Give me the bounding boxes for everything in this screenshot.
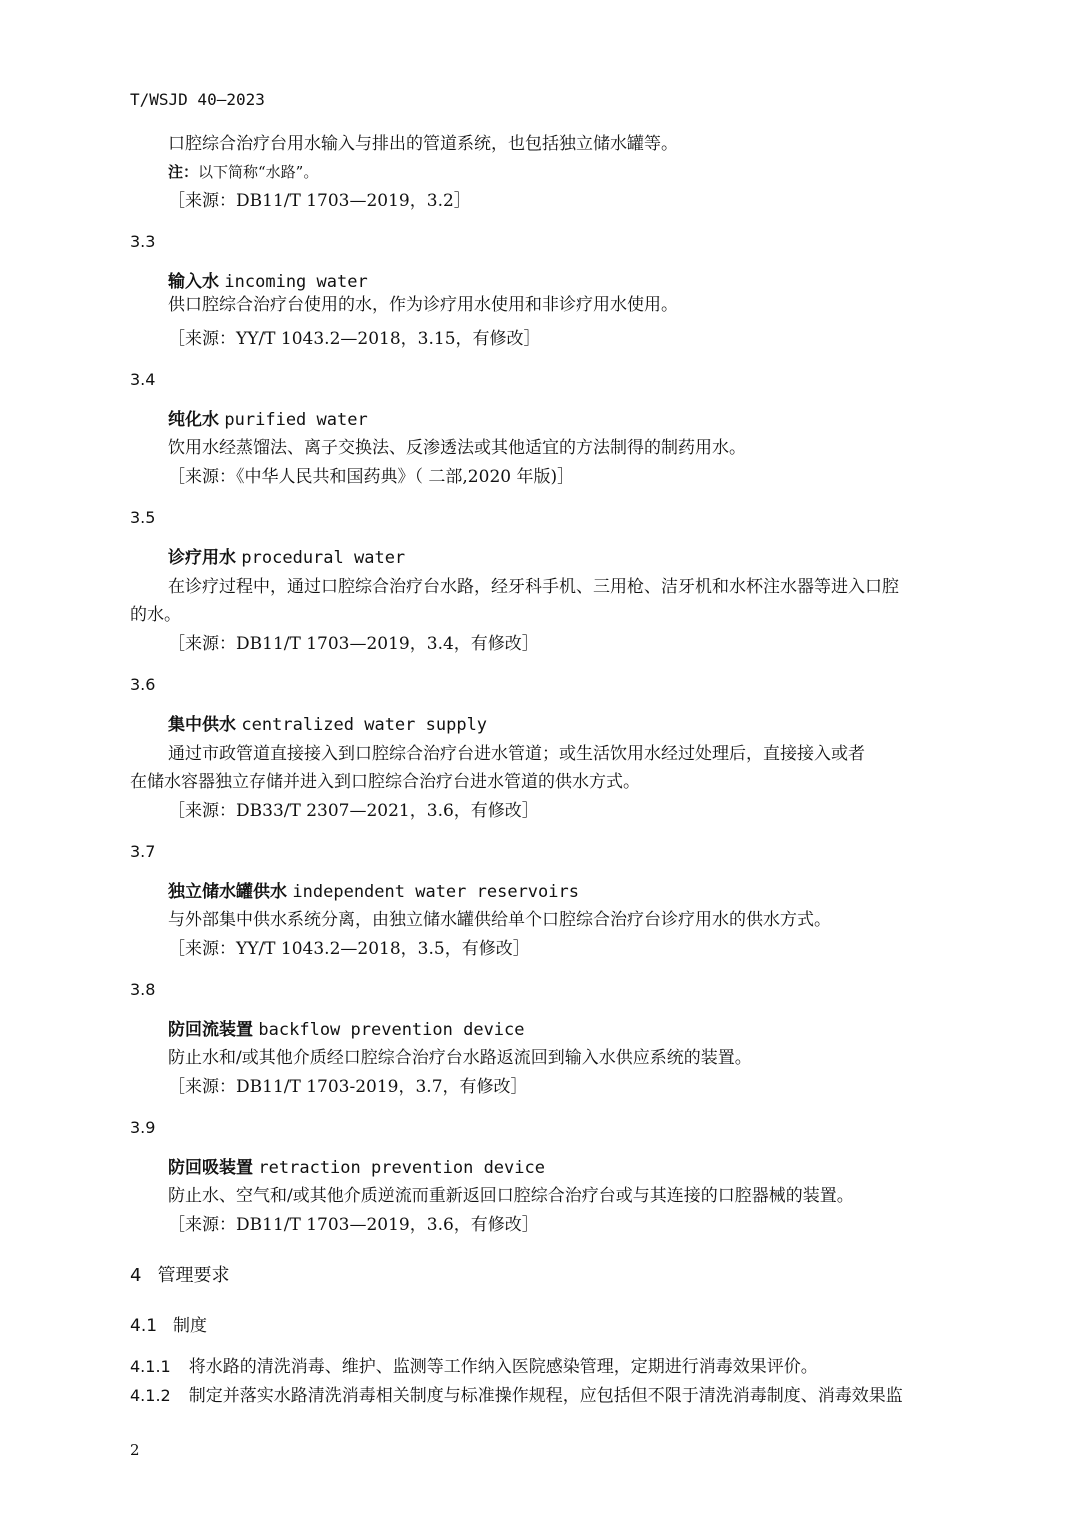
term-source: ［来源：YY/T 1043.2—2018，3.15，有修改］ <box>168 329 541 349</box>
term-definition: 供口腔综合治疗台使用的水，作为诊疗用水使用和非诊疗用水使用。 <box>168 295 678 315</box>
term-definition: 防止水和/或其他介质经口腔综合治疗台水路返流回到输入水供应系统的装置。 <box>168 1048 752 1068</box>
term-number: 3.5 <box>130 508 156 527</box>
term-definition: 防止水、空气和/或其他介质逆流而重新返回口腔综合治疗台或与其连接的口腔器械的装置。 <box>168 1186 854 1206</box>
term-definition: 通过市政管道直接接入到口腔综合治疗台进水管道；或生活饮用水经过处理后，直接接入或者 <box>168 744 865 764</box>
term-source: ［来源：DB33/T 2307—2021，3.6，有修改］ <box>168 801 539 821</box>
term-en: purified water <box>224 410 368 430</box>
clause <box>130 1384 903 1408</box>
section-title: 管理要求 <box>157 1265 230 1286</box>
clause-text: 制定并落实水路清洗消毒相关制度与标准操作规程，应包括但不限于清洗消毒制度、消毒效果监 <box>188 1386 903 1406</box>
term-definition-cont: 的水。 <box>130 605 181 625</box>
term-number: 3.6 <box>130 675 156 694</box>
section-number: 4 <box>130 1265 142 1286</box>
term-source: ［来源：《中华人民共和国药典》（ 二部,2020 年版)］ <box>168 467 575 487</box>
term-source: ［来源：YY/T 1043.2—2018，3.5，有修改］ <box>168 939 530 959</box>
term-heading <box>168 880 579 904</box>
term-zh: 诊疗用水 <box>168 548 236 568</box>
term-number: 3.7 <box>130 842 156 861</box>
term-en: centralized water supply <box>241 715 488 735</box>
term-definition: 饮用水经蒸馏法、离子交换法、反渗透法或其他适宜的方法制得的制药用水。 <box>168 438 746 458</box>
term-zh: 独立储水罐供水 <box>168 882 287 902</box>
page-number: 2 <box>130 1441 140 1459</box>
term-en: independent water reservoirs <box>292 882 579 902</box>
clause-text: 将水路的清洗消毒、维护、监测等工作纳入医院感染管理，定期进行消毒效果评价。 <box>188 1357 818 1377</box>
term-en: procedural water <box>241 548 406 568</box>
term-number: 3.3 <box>130 232 156 251</box>
note-label: 注： <box>168 163 199 181</box>
clause-number: 4.1.2 <box>130 1386 171 1405</box>
subsection-heading <box>130 1314 207 1338</box>
note-text: 以下简称“水路”。 <box>198 163 319 181</box>
clause-number: 4.1.1 <box>130 1357 171 1376</box>
term-definition-cont: 在储水容器独立存储并进入到口腔综合治疗台进水管道的供水方式。 <box>130 772 640 792</box>
term-heading <box>168 546 405 570</box>
term-zh: 防回流装置 <box>168 1020 253 1040</box>
term-zh: 输入水 <box>168 272 219 292</box>
term-note <box>168 160 318 184</box>
subsection-number: 4.1 <box>130 1316 158 1336</box>
term-en: backflow prevention device <box>258 1020 525 1040</box>
term-definition: 与外部集中供水系统分离，由独立储水罐供给单个口腔综合治疗台诊疗用水的供水方式。 <box>168 910 831 930</box>
term-heading <box>168 713 487 737</box>
term-heading <box>168 270 368 294</box>
term-en: incoming water <box>224 272 368 292</box>
term-zh: 防回吸装置 <box>168 1158 253 1178</box>
term-zh: 纯化水 <box>168 410 219 430</box>
term-definition: 在诊疗过程中，通过口腔综合治疗台水路，经牙科手机、三用枪、洁牙机和水杯注水器等进入口腔 <box>168 577 899 597</box>
term-source: ［来源：DB11/T 1703—2019，3.6，有修改］ <box>168 1215 539 1235</box>
section-heading <box>130 1264 229 1288</box>
term-source: ［来源：DB11/T 1703-2019，3.7，有修改］ <box>168 1077 528 1097</box>
term-number: 3.4 <box>130 370 156 389</box>
term-definition: 口腔综合治疗台用水输入与排出的管道系统，也包括独立储水罐等。 <box>168 134 678 154</box>
term-heading <box>168 1018 525 1042</box>
subsection-title: 制度 <box>173 1316 208 1336</box>
term-source: ［来源：DB11/T 1703—2019，3.4，有修改］ <box>168 634 539 654</box>
term-zh: 集中供水 <box>168 715 236 735</box>
term-en: retraction prevention device <box>258 1158 545 1178</box>
term-heading <box>168 408 368 432</box>
clause <box>130 1355 818 1379</box>
doc-code-header: T/WSJD 40—2023 <box>130 90 265 109</box>
term-heading <box>168 1156 545 1180</box>
term-number: 3.9 <box>130 1118 156 1137</box>
term-number: 3.8 <box>130 980 156 999</box>
term-source: ［来源：DB11/T 1703—2019，3.2］ <box>168 191 471 211</box>
